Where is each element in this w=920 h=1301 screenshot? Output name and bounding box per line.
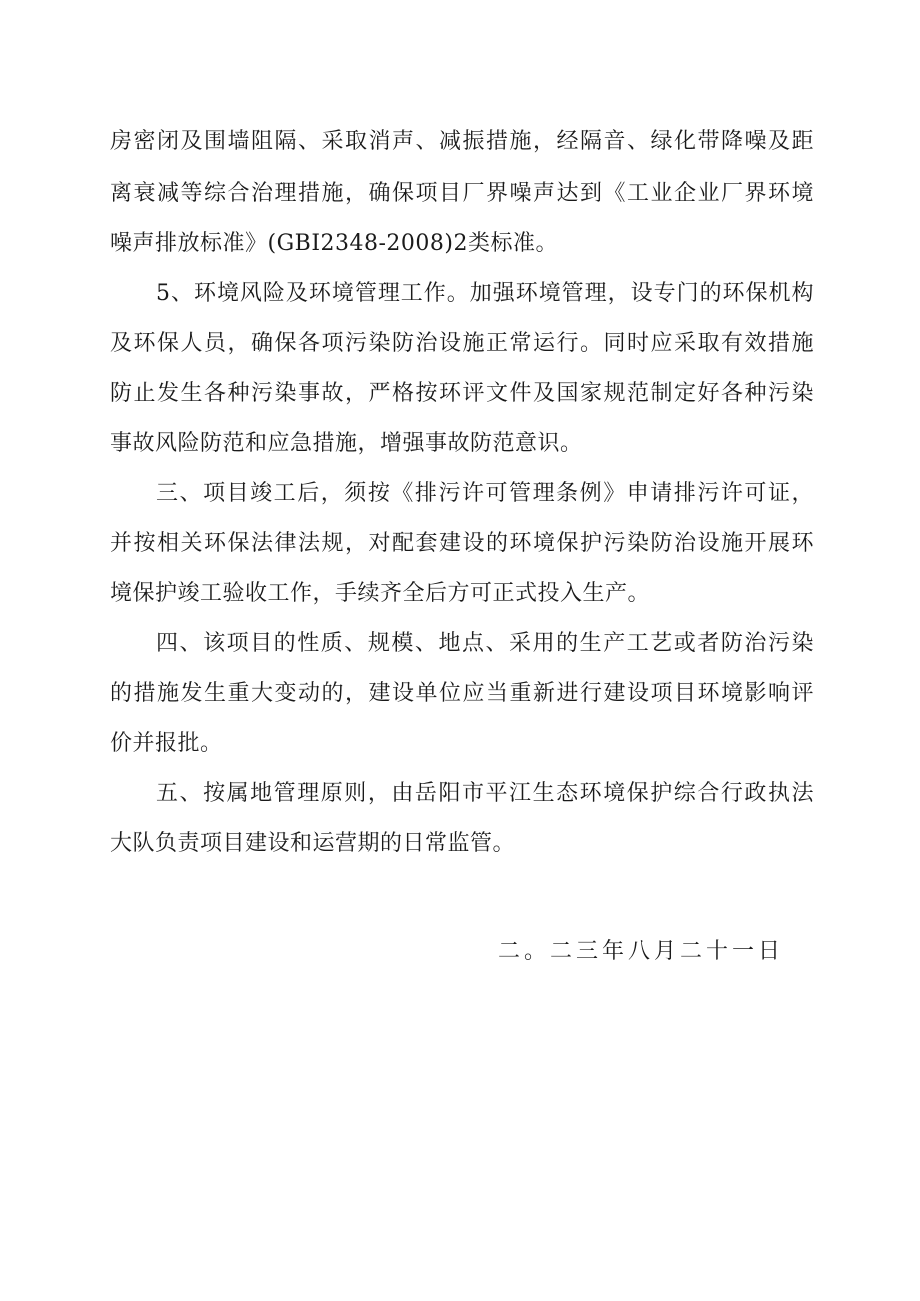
paragraph-line: 五、按属地管理原则，由岳阳市平江生态环境保护综合行政执法	[156, 781, 814, 806]
paragraph-line: 防止发生各种污染事故，严格按环评文件及国家规范制定好各种污染	[110, 381, 814, 406]
paragraph-line: 价并报批。	[110, 731, 223, 756]
paragraph-line: 及环保人员，确保各项污染防治设施正常运行。同时应采取有效措施	[110, 331, 814, 356]
paragraph-line: 境保护竣工验收工作，手续齐全后方可正式投入生产。	[110, 581, 651, 606]
paragraph-line: 离衰减等综合治理措施，确保项目厂界噪声达到《工业企业厂界环境	[110, 181, 814, 206]
paragraph-line: 事故风险防范和应急措施，增强事故防范意识。	[110, 431, 583, 456]
paragraph-line: 5、环境风险及环境管理工作。加强环境管理，设专门的环保机构	[156, 281, 814, 306]
paragraph-line: 大队负责项目建设和运营期的日常监管。	[110, 831, 516, 856]
paragraph-line: 的措施发生重大变动的，建设单位应当重新进行建设项目环境影响评	[110, 681, 814, 706]
paragraph-line: 房密闭及围墙阻隔、采取消声、减振措施，经隔音、绿化带降噪及距	[110, 129, 814, 154]
document-date: 二。二三年八月二十一日	[498, 939, 785, 964]
paragraph-line: 三、项目竣工后，须按《排污许可管理条例》申请排污许可证，	[156, 481, 814, 506]
paragraph-line: 并按相关环保法律法规，对配套建设的环境保护污染防治设施开展环	[110, 531, 814, 556]
paragraph-line: 四、该项目的性质、规模、地点、采用的生产工艺或者防治污染	[156, 631, 814, 656]
paragraph-line: 噪声排放标准》(GBI2348-2008)2类标准。	[110, 231, 559, 256]
